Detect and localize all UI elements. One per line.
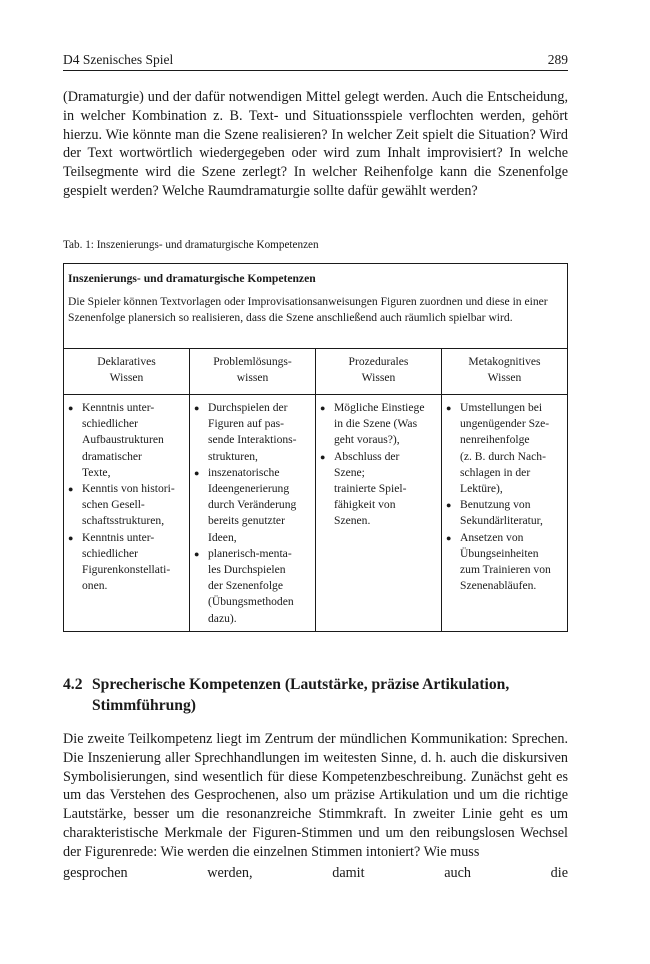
column-header-line: Wissen [361, 371, 396, 384]
competence-table [63, 263, 568, 632]
column-body-problem-solving [194, 400, 313, 627]
item-line: schlagen in der [460, 465, 531, 479]
item-line: ● inszenatorische [208, 465, 280, 479]
header-rule [63, 70, 568, 71]
item-line: bereits genutzter [208, 514, 285, 528]
paragraph-last-line [63, 864, 568, 883]
item-line: der Szenenfolge [208, 579, 284, 593]
column-body-declarative [68, 400, 186, 594]
item-line: zum Trainieren von [460, 563, 551, 577]
list-item [68, 481, 186, 530]
table-column-divider [441, 348, 442, 631]
list-item [446, 400, 565, 497]
item-line: Figurenkonstellati- [82, 563, 171, 577]
item-line: les Durchspielen [208, 563, 286, 577]
column-header-line: wissen [236, 371, 269, 384]
item-line: Szenen. [334, 514, 371, 528]
item-line: ● Kenntis von histori- [82, 482, 175, 496]
column-header-line: Wissen [109, 371, 144, 384]
item-line: Figuren auf pas- [208, 417, 284, 431]
item-line: schaftsstrukturen, [82, 514, 165, 528]
column-header-procedural [316, 354, 441, 386]
paragraph-body: Die zweite Teilkompetenz liegt im Zentrum der mündlichen Kommunikation: Sprechen. Die Inszenierung aller Sprechhandlungen im weitesten Sinne, d. h. auch die diskursiven Symbolisierungen, sind wesentlich für diese Kompetenzbeschreibung. Zunächst geht es um das Verstehen des Gesprochenen, also um präzise Artikulation und um die richtige Lautstärke, besser um die resonanzreiche Stimmkraft. In zweiter Linie geht es um charakteristische Merkmale der Figuren-Stimmen und um den reibungslosen Wechsel der Figurenrede: Wie werden die einzelnen Stimmen intoniert? Wie muss [63, 731, 568, 860]
item-line: Lektüre), [460, 482, 503, 496]
item-line: onen. [82, 579, 108, 593]
item-line: ● Ansetzen von [460, 530, 524, 544]
item-line: nenreihenfolge [460, 433, 530, 447]
item-line: schiedlicher [82, 546, 139, 560]
item-line: Szene; [334, 465, 365, 479]
word: werden, [207, 865, 253, 881]
word: die [550, 865, 568, 881]
running-head-section: D4 Szenisches Spiel [63, 52, 174, 67]
list-item [194, 546, 313, 627]
list-item [194, 465, 313, 546]
item-line: Ideengenerierung [208, 482, 290, 496]
list-item [446, 497, 565, 529]
item-line: ● Abschluss der [334, 449, 400, 463]
list-item [446, 530, 565, 595]
item-line: schen Gesell- [82, 498, 145, 512]
column-header-line: Problemlösungs- [213, 355, 292, 368]
list-item [68, 530, 186, 595]
item-line: ungenügender Sze- [460, 417, 550, 431]
item-line: Aufbaustrukturen [82, 433, 164, 447]
item-line: ● Mögliche Einstiege [334, 401, 425, 414]
column-header-line: Wissen [487, 371, 522, 384]
item-line: Ideen, [208, 530, 237, 544]
item-line: (Übungsmethoden [208, 595, 294, 609]
item-line: dazu). [208, 611, 237, 625]
word: damit [332, 865, 365, 881]
item-line: durch Veränderung [208, 498, 297, 512]
word: auch [444, 865, 471, 881]
item-line: strukturen, [208, 449, 258, 463]
table-column-divider [315, 348, 316, 631]
item-line: ● Kenntnis unter- [82, 401, 155, 414]
item-line: dramatischer [82, 449, 142, 463]
item-line: ● Benutzung von [460, 498, 531, 512]
item-line: sende Interaktions- [208, 433, 297, 447]
column-body-metacognitive [446, 400, 565, 594]
section-number: 4.2 [63, 676, 83, 693]
item-line: (z. B. durch Nach- [460, 449, 546, 463]
item-line: geht voraus?), [334, 433, 400, 447]
item-line: fähigkeit von [334, 498, 396, 512]
list-item [320, 449, 439, 530]
item-line: schiedlicher [82, 417, 139, 431]
table-column-divider [189, 348, 190, 631]
word: gesprochen [63, 865, 128, 881]
table-title: Inszenierungs- und dramaturgische Kompetenzen [68, 272, 316, 285]
item-line: Szenenabläufen. [460, 579, 537, 593]
item-line: in die Szene (Was [334, 417, 418, 431]
item-line: Texte, [82, 465, 111, 479]
table-caption: Tab. 1: Inszenierungs- und dramaturgische Kompetenzen [63, 239, 319, 251]
column-header-line: Prozedurales [348, 355, 409, 368]
item-line: ● Umstellungen bei [460, 401, 543, 414]
item-line: trainierte Spiel- [334, 482, 407, 496]
list-item [68, 400, 186, 481]
item-line: ● planerisch-menta- [208, 546, 292, 560]
column-header-metacognitive [442, 354, 567, 386]
item-line: ● Durchspielen der [208, 401, 288, 414]
column-header-problem-solving [190, 354, 315, 386]
list-item [320, 400, 439, 449]
item-line: Übungseinheiten [460, 546, 539, 560]
list-item [194, 400, 313, 465]
page-number: 289 [547, 52, 568, 67]
item-line: Sekundärliteratur, [460, 514, 543, 528]
column-header-declarative [64, 354, 189, 386]
column-header-line: Metakognitives [468, 355, 541, 368]
section-title: Sprecherische Kompetenzen (Lautstärke, präzise Artikulation, Stimmführung) [92, 676, 510, 714]
paragraph-intro: (Dramaturgie) und der dafür notwendigen Mittel gelegt werden. Auch die Entscheidung, in welcher Kombination z. B. Text- und Situationsspiele verflochten werden, gehört hierzu. Wie könnte man die Szene realisieren? In welcher Zeit spielt die Situation? Wird der Text wortwörtlich wiedergegeben oder wird zum Inhalt improvisiert? In welche Teilsegmente wird die Szene zerlegt? In welcher Reihenfolge kann die Szenenfolge gespielt werden? Welche Raumdramaturgie sollte dafür gewählt werden? [63, 89, 568, 199]
column-body-procedural [320, 400, 439, 530]
column-header-line: Deklaratives [97, 355, 156, 368]
item-line: ● Kenntnis unter- [82, 530, 155, 544]
table-description: Die Spieler können Textvorlagen oder Improvisationsanweisungen Figuren zuordnen und diese in einer Szenenfolge planersich so realisieren, dass die Szene anschließend auch räumlich spielbar wird. [68, 295, 548, 325]
